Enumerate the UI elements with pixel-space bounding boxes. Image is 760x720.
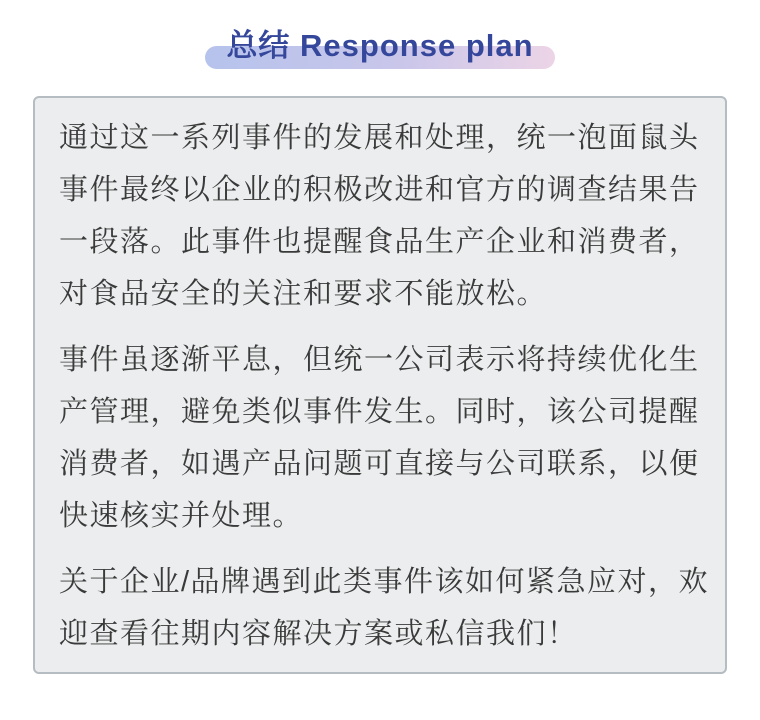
text-line: 通过这一系列事件的发展和处理，统一泡面鼠头 bbox=[59, 122, 700, 154]
text-line: 消费者，如遇产品问题可直接与公司联系，以便 bbox=[59, 448, 700, 480]
summary-card bbox=[33, 96, 727, 674]
page-title: 总结 Response plan bbox=[226, 28, 534, 63]
text-line: 事件虽逐渐平息，但统一公司表示将持续优化生 bbox=[59, 344, 700, 376]
paragraph-2 bbox=[59, 334, 701, 542]
text-line: 事件最终以企业的积极改进和官方的调查结果告 bbox=[59, 174, 700, 206]
title-wrap bbox=[205, 22, 554, 69]
text-line: 对食品安全的关注和要求不能放松。 bbox=[59, 278, 548, 310]
text-line: 迎查看往期内容解决方案或私信我们！ bbox=[59, 618, 578, 650]
paragraph-3 bbox=[59, 556, 710, 660]
title-row bbox=[0, 0, 760, 69]
text-line: 一段落。此事件也提醒食品生产企业和消费者， bbox=[59, 226, 700, 258]
text-line: 关于企业/品牌遇到此类事件该如何紧急应对，欢 bbox=[59, 566, 710, 598]
paragraph-1 bbox=[59, 112, 701, 320]
text-line: 快速核实并处理。 bbox=[59, 500, 304, 532]
text-line: 产管理，避免类似事件发生。同时，该公司提醒 bbox=[59, 396, 700, 428]
